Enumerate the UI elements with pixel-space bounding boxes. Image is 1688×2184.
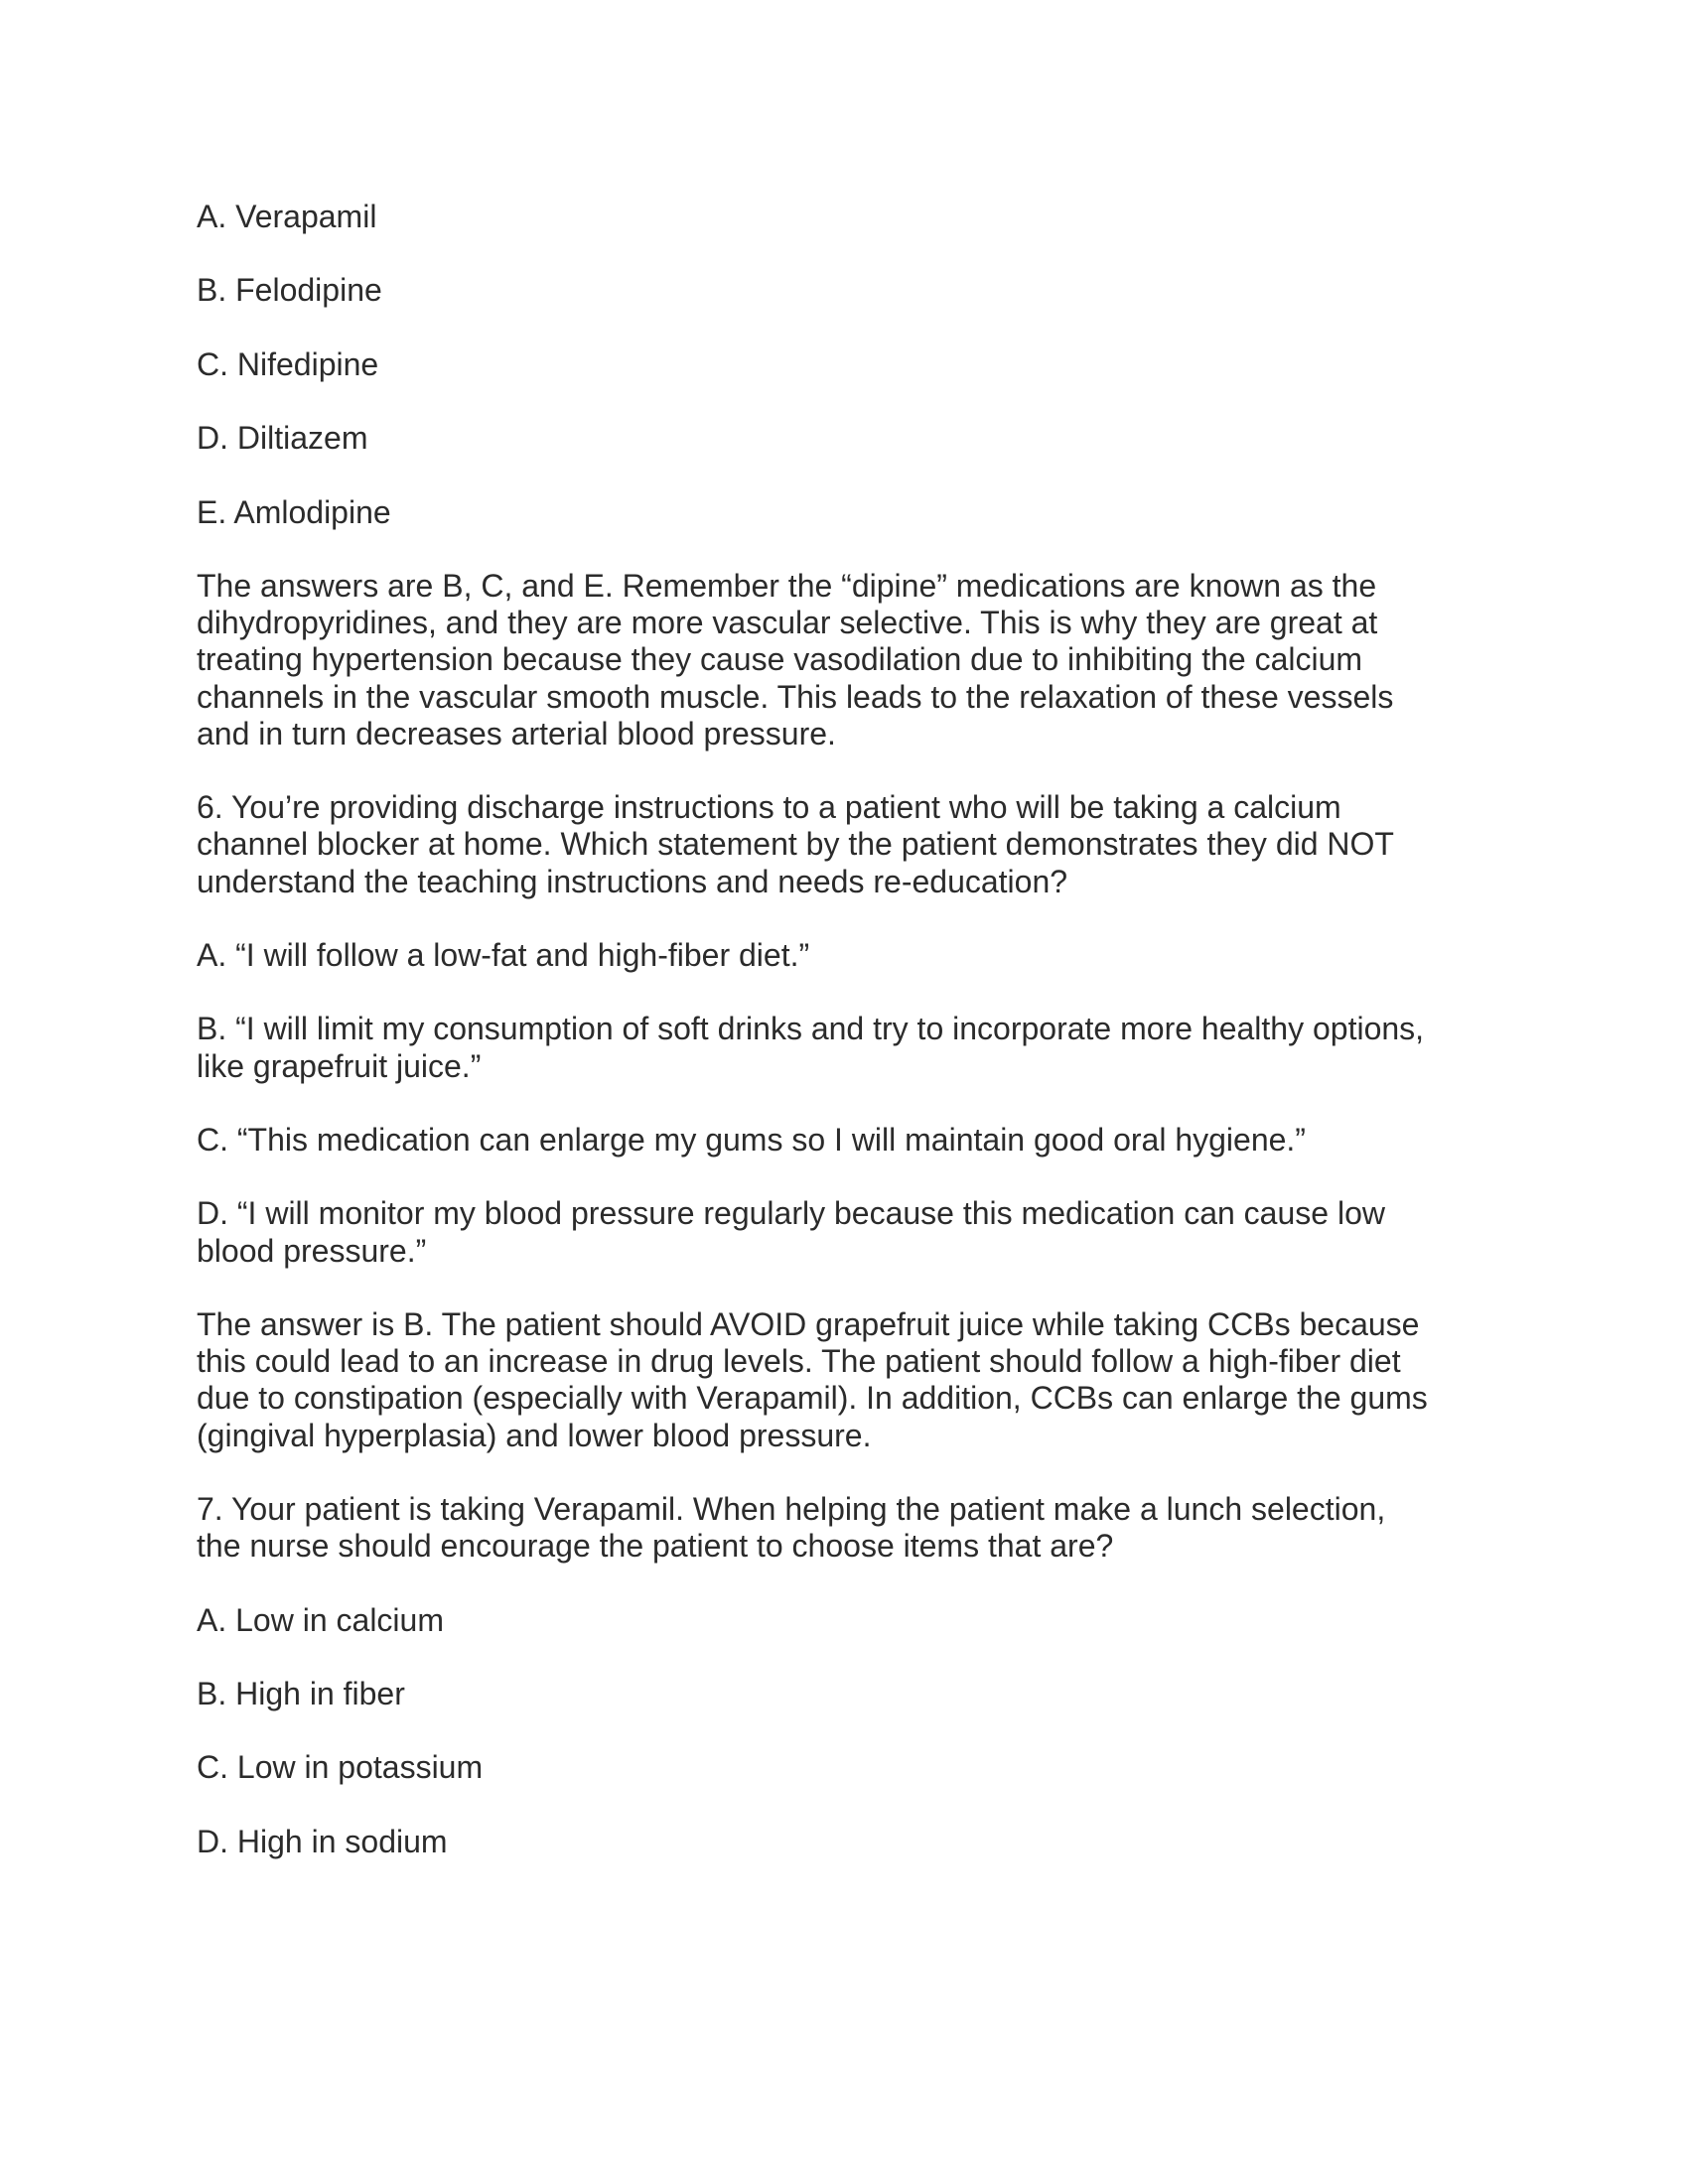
q7-option-c: C. Low in potassium	[197, 1749, 484, 1786]
q7-option-a: A. Low in calcium	[197, 1601, 444, 1638]
q6-option-c: C. “This medication can enlarge my gums so I will maintain good oral hygiene.”	[197, 1121, 1306, 1158]
q5-options	[197, 199, 1507, 531]
q5-option-b: B. Felodipine	[197, 272, 382, 309]
q5-option-c: C. Nifedipine	[197, 345, 379, 382]
q5-option-e: E. Amlodipine	[197, 493, 391, 530]
document-page	[197, 199, 1507, 1897]
q6-answer-explanation: The answer is B. The patient should AVOID grapefruit juice while taking CCBs because this could lead to an increase in drug levels. The patient should follow a high-fiber diet due to constipation (especially with Verapamil). In addition, CCBs can enlarge the gums (gingival hyperplasia) and lower blood pressure.	[197, 1305, 1428, 1453]
q6-option-d: D. “I will monitor my blood pressure regularly because this medication can cause low blood pressure.”	[197, 1195, 1385, 1269]
q7-option-b: B. High in fiber	[197, 1675, 405, 1711]
q5-option-a: A. Verapamil	[197, 199, 377, 234]
q6-option-a: A. “I will follow a low-fat and high-fiber diet.”	[197, 936, 810, 973]
q6-question: 6. You’re providing discharge instructions to a patient who will be taking a calcium channel blocker at home. Which statement by the patient demonstrates they did NOT understand the teaching instructions and needs re-education?	[197, 789, 1394, 899]
q5-option-d: D. Diltiazem	[197, 420, 368, 457]
q6-option-b: B. “I will limit my consumption of soft drinks and try to incorporate more healthy options, like grapefruit juice.”	[197, 1011, 1425, 1084]
q7-option-d: D. High in sodium	[197, 1823, 448, 1859]
q5-answer-explanation: The answers are B, C, and E. Remember the “dipine” medications are known as the dihydropyridines, and they are more vascular selective. This is why they are great at treating hypertension because they cause vasodilation due to inhibiting the calcium channels in the vascular smooth muscle. This leads to the relaxation of these vessels and in turn decreases arterial blood pressure.	[197, 567, 1394, 751]
q7-question: 7. Your patient is taking Verapamil. When helping the patient make a lunch selection, the nurse should encourage the patient to choose items that are?	[197, 1490, 1386, 1565]
